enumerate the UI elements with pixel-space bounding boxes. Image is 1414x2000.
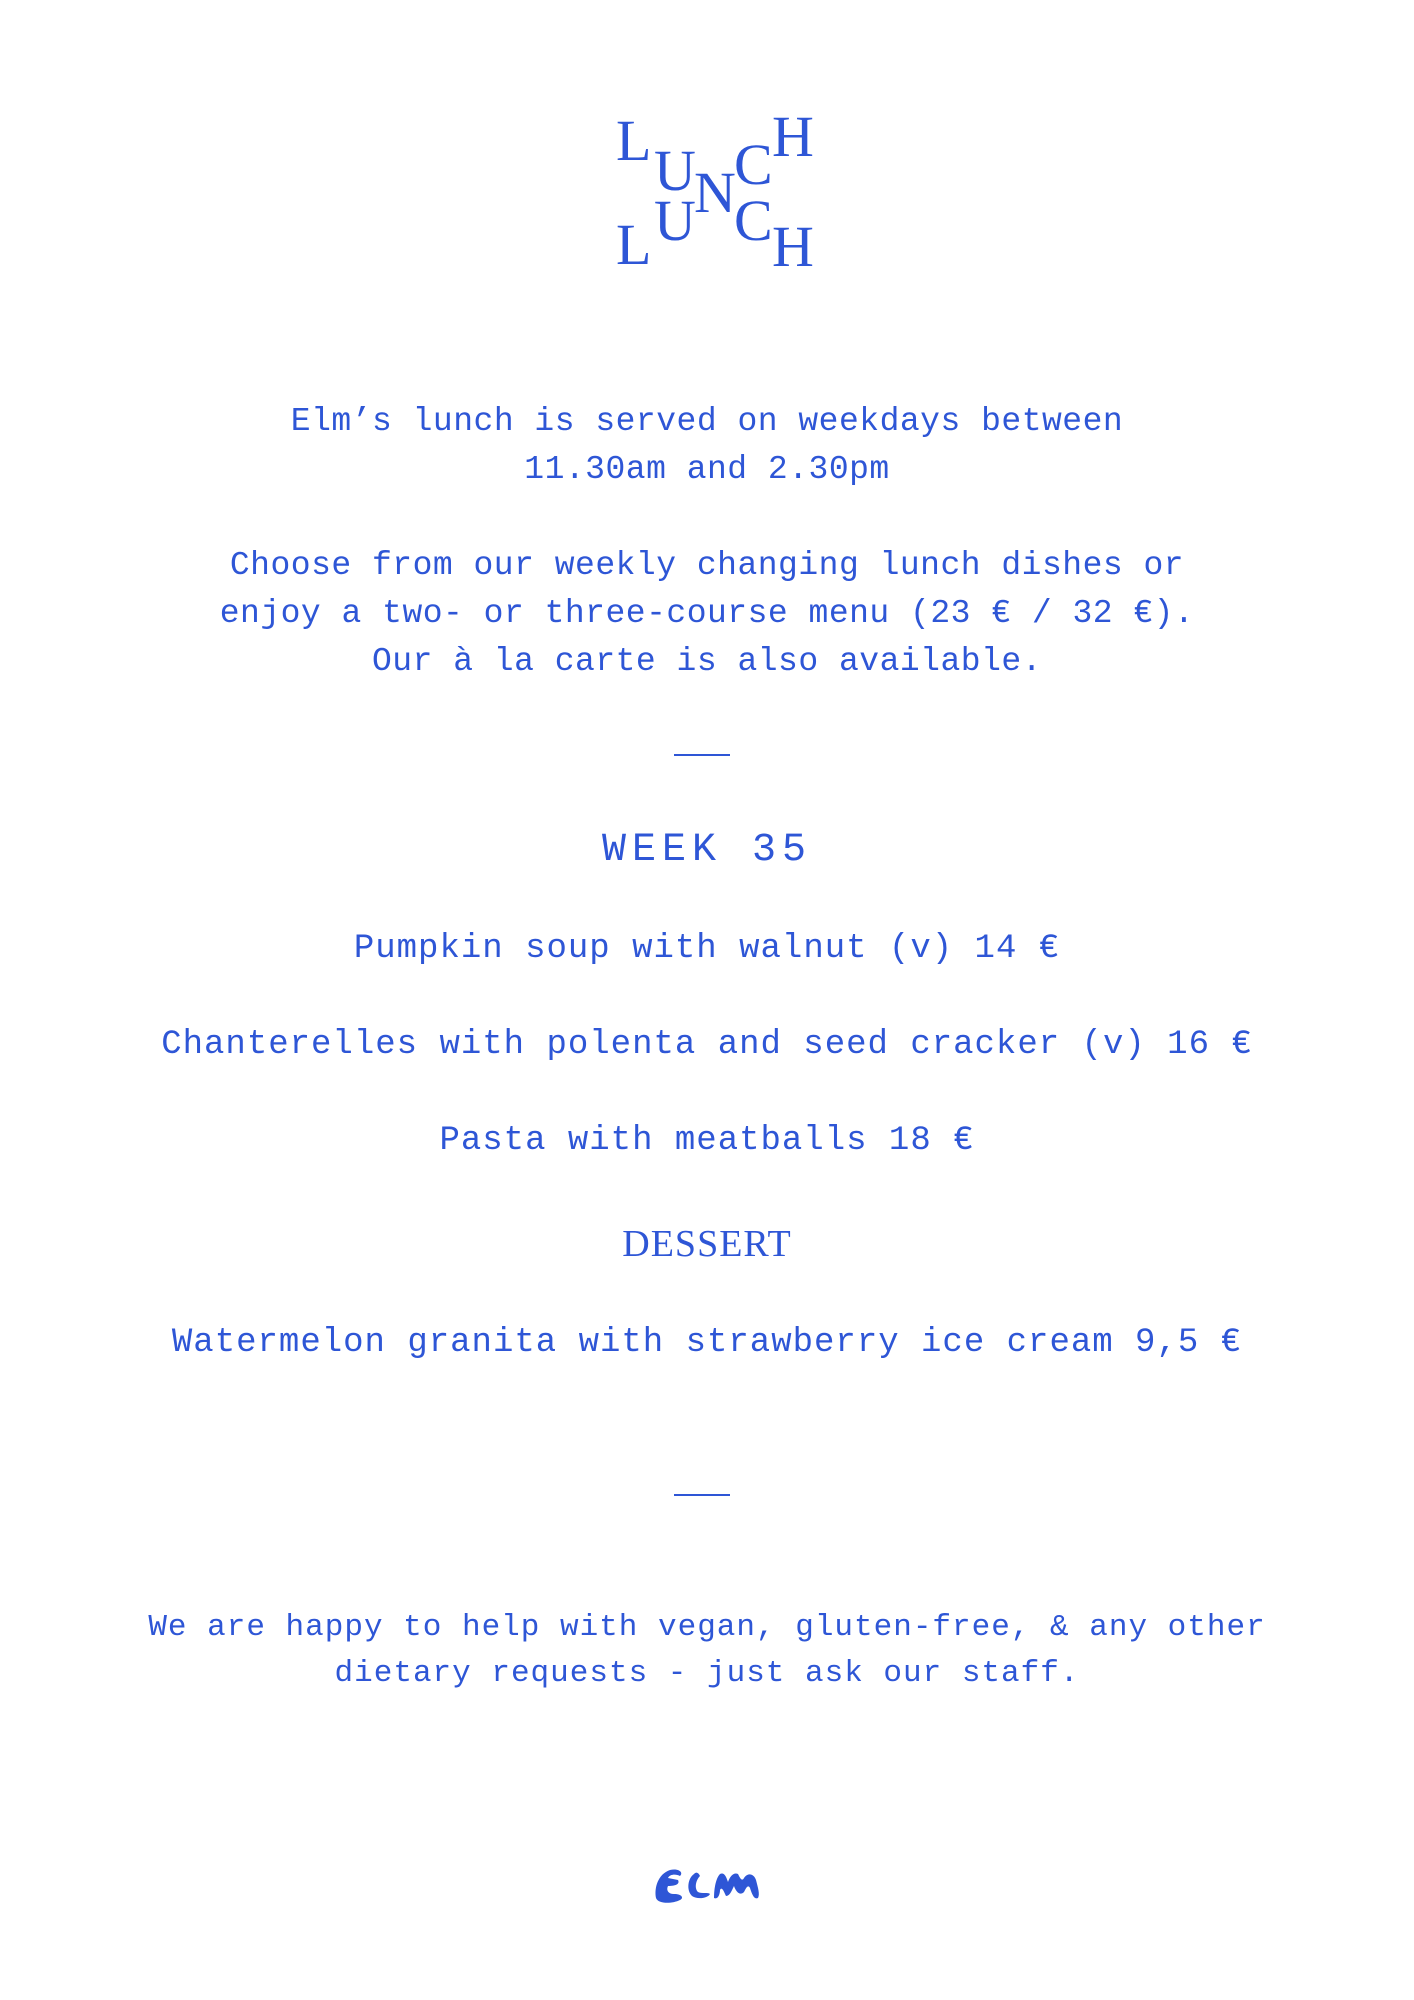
- intro-line: enjoy a two- or three-course menu (23 € / 32 €).: [219, 595, 1195, 632]
- elm-logo: [650, 1860, 766, 1910]
- logo-letter: N: [694, 160, 736, 225]
- logo-letter: L: [616, 212, 652, 277]
- dish-item: Pumpkin soup with walnut (v) 14 €: [353, 930, 1061, 968]
- intro-line: Our à la carte is also available.: [371, 643, 1042, 680]
- intro-line: Choose from our weekly changing lunch dishes or: [229, 547, 1185, 584]
- intro-line: Elm’s lunch is served on weekdays between: [290, 403, 1124, 440]
- logo-letter: U: [654, 138, 696, 203]
- intro-line: 11.30am and 2.30pm: [524, 451, 890, 488]
- logo-letter: C: [734, 188, 773, 253]
- dietary-note: [0, 1605, 1414, 1697]
- dietary-note-line: dietary requests - just ask our staff.: [334, 1656, 1080, 1691]
- logo-letter: H: [772, 104, 814, 169]
- logo-letter: C: [734, 132, 773, 197]
- dessert-item: Watermelon granita with strawberry ice cream 9,5 €: [171, 1324, 1243, 1362]
- divider: [674, 1494, 730, 1496]
- divider: [674, 754, 730, 756]
- week-heading: WEEK 35: [601, 828, 813, 873]
- dietary-note-line: We are happy to help with vegan, gluten-free, & any other: [148, 1610, 1266, 1645]
- dish-item: Chanterelles with polenta and seed cracker (v) 16 €: [161, 1026, 1253, 1064]
- logo-letter: L: [616, 108, 652, 173]
- dessert-heading: DESSERT: [622, 1223, 792, 1265]
- logo-letter: H: [772, 214, 814, 279]
- logo-letter: U: [654, 188, 696, 253]
- intro-text: [0, 398, 1414, 686]
- dish-item: Pasta with meatballs 18 €: [439, 1122, 975, 1160]
- lunch-logo: [600, 100, 820, 300]
